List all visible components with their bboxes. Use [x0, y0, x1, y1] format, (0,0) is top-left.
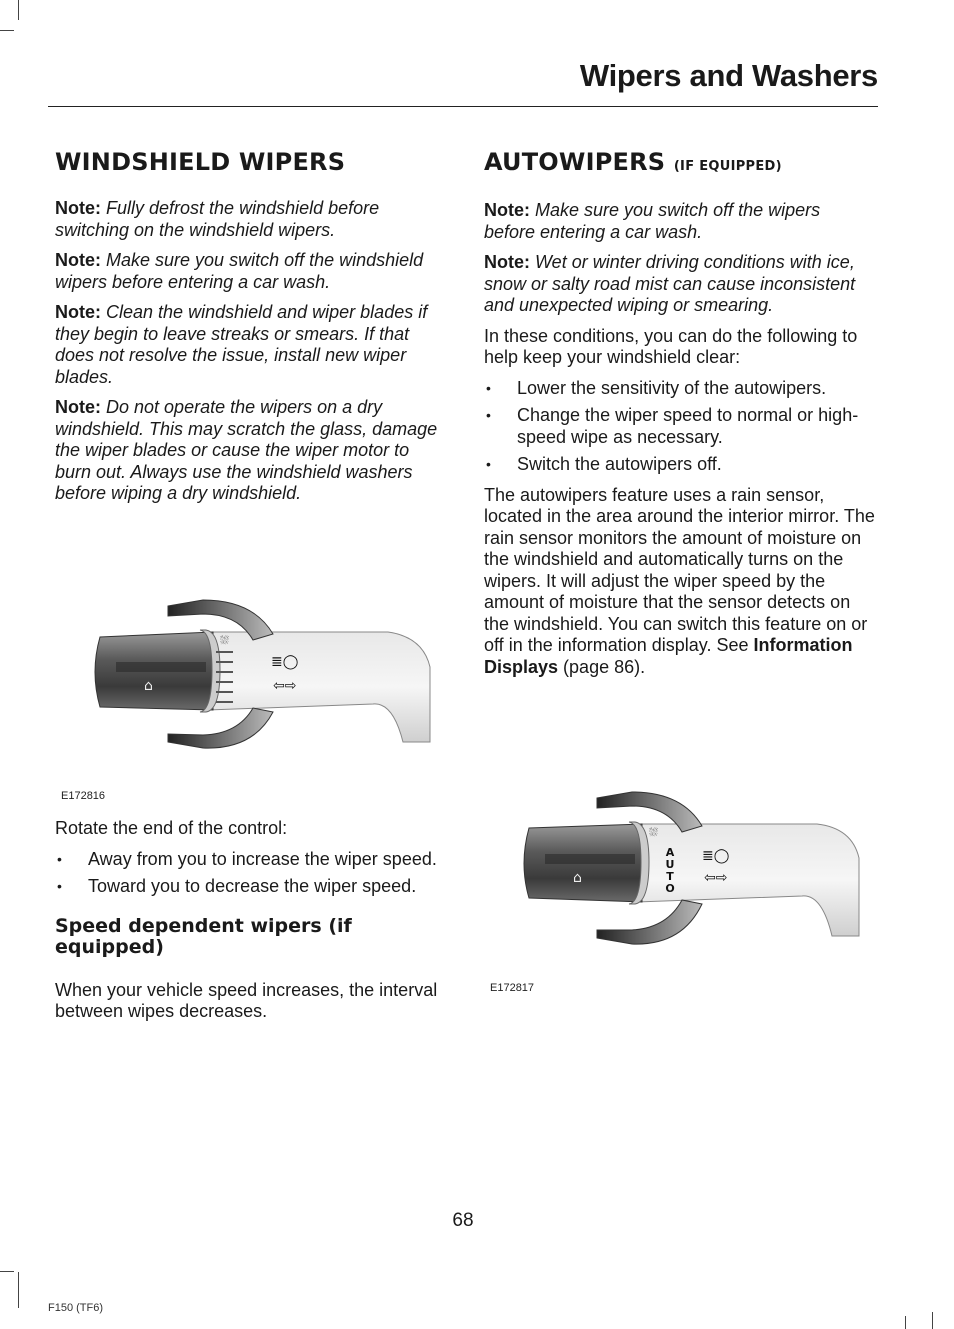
crop-mark — [0, 30, 14, 31]
auto-letter: O — [665, 882, 675, 895]
svg-text:≣◯: ≣◯ — [271, 654, 299, 670]
speed-dependent-text: When your vehicle speed increases, the interval between wipes decreases. — [55, 979, 438, 1021]
conditions-text: In these conditions, you can do the following to help keep your windshield clear: — [484, 325, 858, 367]
list-item — [484, 405, 876, 448]
document-code: F150 (TF6) — [48, 1302, 104, 1314]
svg-text:⇦⇨: ⇦⇨ — [704, 870, 728, 886]
note-text: Make sure you switch off the windshield wipers before entering a car wash. — [55, 250, 424, 292]
note-label: Note: — [55, 397, 101, 417]
svg-text:⛆: ⛆ — [220, 634, 229, 647]
section-heading-windshield-wipers: WINDSHIELD WIPERS — [55, 148, 346, 176]
conditions-list — [484, 378, 876, 476]
note-text: Make sure you switch off the wipers before entering a car wash. — [484, 200, 821, 242]
title-divider — [48, 106, 878, 107]
page-reference: (page 86). — [558, 656, 646, 677]
bullet-icon: • — [57, 850, 62, 867]
feature-text: The autowipers feature uses a rain sensor, located in the area around the interior mirror. The rain sensor monitors the amount of moisture on the windshield and automatically turns on the wipers. It will adjust the wiper speed by the amount of moisture that the sensor detects on the windshield. You can switch this feature on or off in the information display. See — [484, 484, 875, 655]
svg-text:⛆: ⛆ — [649, 826, 658, 839]
list-item-text: Switch the autowipers off. — [517, 454, 722, 474]
svg-text:≣◯: ≣◯ — [702, 848, 730, 864]
list-item — [55, 876, 447, 898]
list-item — [484, 378, 876, 400]
crop-mark — [905, 1316, 906, 1329]
autowipers-feature-text — [484, 485, 876, 679]
crop-mark — [0, 1271, 14, 1272]
note-text: Do not operate the wipers on a dry windshield. This may scratch the glass, damage the wiper blades or cause the wiper motor to burn out. Always use the windshield washers before wiping a dry windshield. — [55, 397, 438, 503]
section-heading-autowipers — [484, 148, 876, 176]
note — [55, 198, 447, 241]
list-item — [484, 454, 876, 476]
note-label: Note: — [55, 302, 101, 322]
note-text: Wet or winter driving conditions with ice, snow or salty road mist can cause inconsistent and unexpected wiping or smearing. — [484, 252, 856, 315]
note-label: Note: — [484, 200, 530, 220]
page-number: 68 — [452, 1210, 474, 1231]
wiper-control-illustration — [88, 592, 433, 762]
list-item-text: Away from you to increase the wiper speed. — [88, 848, 437, 869]
rotate-list — [55, 849, 447, 898]
bullet-icon: • — [486, 379, 491, 396]
list-item-text: Change the wiper speed to normal or high-speed wipe as necessary. — [517, 405, 859, 447]
bullet-icon: • — [57, 878, 62, 894]
auto-letter: T — [666, 870, 674, 883]
note — [55, 302, 447, 388]
note — [484, 200, 876, 243]
note-text: Clean the windshield and wiper blades if they begin to leave streaks or smears. If that does not resolve the issue, install new wiper blades. — [55, 302, 428, 387]
subheading-speed-dependent-wipers: Speed dependent wipers (if equipped) — [55, 914, 352, 958]
list-item-text: Toward you to decrease the wiper speed. — [88, 876, 417, 896]
note-label: Note: — [55, 250, 101, 270]
figure-code: E172817 — [490, 982, 535, 994]
auto-letter: A — [665, 846, 675, 859]
crop-mark — [18, 0, 19, 20]
wiper-stalk-drawing — [88, 592, 433, 762]
autowiper-stalk-drawing — [517, 786, 862, 956]
note-text: Fully defrost the windshield before switching on the windshield wipers. — [55, 198, 380, 240]
crop-mark — [932, 1312, 933, 1329]
if-equipped-label: (IF EQUIPPED) — [673, 159, 782, 174]
svg-text:⌂: ⌂ — [573, 870, 582, 886]
crop-mark — [18, 1272, 19, 1308]
auto-letter: U — [665, 858, 675, 871]
note — [55, 397, 447, 505]
svg-text:⌂: ⌂ — [144, 678, 153, 694]
left-column — [55, 148, 447, 514]
autowiper-control-illustration — [517, 786, 862, 956]
note — [55, 250, 447, 293]
autowipers-title: AUTOWIPERS — [484, 148, 666, 176]
bullet-icon: • — [486, 456, 491, 472]
note — [484, 252, 876, 317]
information-displays-link[interactable]: Information Displays — [484, 635, 853, 677]
list-item-text: Lower the sensitivity of the autowipers. — [517, 377, 827, 398]
figure-code: E172816 — [61, 790, 106, 802]
bullet-icon: • — [486, 407, 491, 423]
note-label: Note: — [484, 252, 530, 272]
page-title: Wipers and Washers — [579, 58, 878, 93]
svg-text:⇦⇨: ⇦⇨ — [273, 678, 297, 694]
list-item — [55, 849, 447, 871]
left-column-lower — [55, 818, 447, 1032]
rotate-instruction: Rotate the end of the control: — [55, 818, 288, 838]
right-column — [484, 148, 876, 687]
note-label: Note: — [55, 198, 101, 218]
